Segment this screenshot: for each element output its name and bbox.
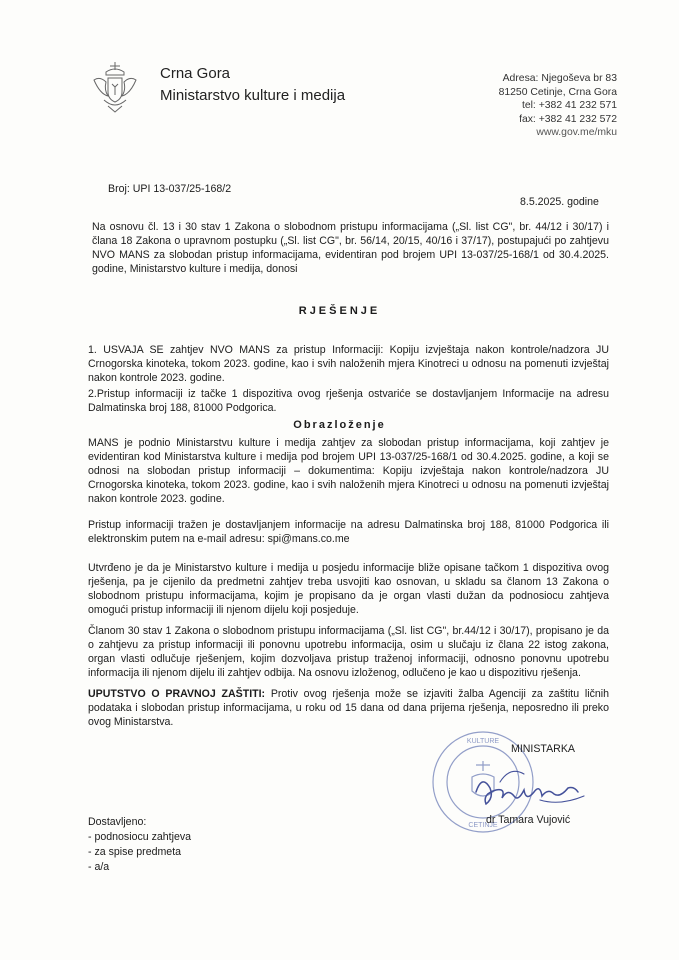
signatory-name: dr Tamara Vujović xyxy=(486,814,571,826)
svg-text:CETINJE: CETINJE xyxy=(468,822,498,829)
distribution-item: - a/a xyxy=(88,861,110,874)
distribution-list xyxy=(88,815,191,875)
distribution-title: Dostavljeno: xyxy=(88,816,147,828)
address-street: Adresa: Njegoševa br 83 xyxy=(502,73,617,84)
distribution-item: - za spise predmeta xyxy=(88,846,182,859)
legal-remedy-text: Protiv ovog rješenja može se izjaviti žalba Agenciji za zaštitu ličnih podataka i slobodan pristup informacijama, u roku od 15 dana od dana prijema rješenja, neposredno ili preko ovog Ministarstva. xyxy=(88,688,609,729)
organization-name xyxy=(160,63,345,107)
case-number: Broj: UPI 13-037/25-168/2 xyxy=(108,183,232,195)
address-city: 81250 Cetinje, Crna Gora xyxy=(498,86,617,98)
legal-remedy-instruction xyxy=(88,687,609,729)
country-name: Crna Gora xyxy=(160,65,231,82)
legal-remedy-label: UPUTSTVO O PRAVNOJ ZAŠTITI: xyxy=(88,688,266,700)
handwritten-signature-icon xyxy=(470,762,605,817)
decision-item-2: 2.Pristup informaciji iz tačke 1 dispozitiva ovog rješenja ostvariće se dostavljanjem Informacije na adresu Dalmatinska broj 188, 81000 Podgorica. xyxy=(88,388,609,415)
decision-heading: RJEŠENJE xyxy=(298,305,381,317)
address-web: www.gov.me/mku xyxy=(536,127,617,139)
ministry-name: Ministarstvo kulture i medija xyxy=(160,86,346,104)
reasoning-paragraph-3: Utvrđeno je da je Ministarstvo kulture i medija u posjedu informacije bliže opisane tačkom 1 dispozitiva ovog rješenja, pa je cijenilo da predmetni zahtjev treba usvojiti kao osnovan, u skladu sa članom 13 Zakona o slobodnom pristupu informacijama, kojim je propisano da je organ vlasti dužan da podnosiocu zahtjeva omogući pristup informaciji ili njenom dijelu koji posjeduje. xyxy=(88,562,609,617)
reasoning-paragraph-4: Članom 30 stav 1 Zakona o slobodnom pristupu informacijama („Sl. list CG", br.44/12 i 30/17), propisano je da o zahtjevu za pristup informaciji ili ponovnu upotrebu informacija, osim u slučaju iz člana 22 istog zakona, organ vlasti odlučuje rješenjem, kojim dozvoljava pristup traženoj informaciji, odnosno ponovnu upotrebu informacija ili njenom dijelu ili zahtjev odbija. Na osnovu izloženog, odlučeno je kao u dispozitivu rješenja. xyxy=(88,625,609,680)
address-tel: tel: +382 41 232 571 xyxy=(521,100,617,112)
svg-text:KULTURE: KULTURE xyxy=(466,738,500,745)
address-fax: fax: +382 41 232 572 xyxy=(519,113,617,125)
contact-address xyxy=(499,72,617,140)
decision-item-1: 1. USVAJA SE zahtjev NVO MANS za pristup Informaciji: Kopiju izvještaja nakon kontrole/nadzora JU Crnogorska kinoteka, tokom 2023. godine, kao i svih naloženih mjera Kinotreci u odnosu na pomenuti izvještaj nakon kontrole 2023. godine. xyxy=(88,344,609,385)
document-date: 8.5.2025. godine xyxy=(520,196,599,208)
reasoning-heading: Obrazloženje xyxy=(293,419,386,431)
signatory-title: MINISTARKA xyxy=(511,743,575,755)
coat-of-arms-icon xyxy=(90,60,140,116)
reasoning-paragraph-2: Pristup informaciji tražen je dostavljanjem informacije na adresu Dalmatinska broj 188, 81000 Podgorica ili elektronskim putem na e-mail adresu: spi@mans.co.me xyxy=(88,519,609,546)
intro-paragraph: Na osnovu čl. 13 i 30 stav 1 Zakona o slobodnom pristupu informacijama („Sl. list CG", br. 44/12 i 30/17) i člana 18 Zakona o upravnom postupku („Sl. list CG", br. 56/14, 20/15, 40/16 i 37/17), postupajući po zahtjevu NVO MANS za slobodan pristup informacijama, evidentiran pod brojem UPI 13-037/25-168/1 od 30.4.2025. godine, Ministarstvo kulture i medija, donosi xyxy=(92,221,609,276)
reasoning-paragraph-1: MANS je podnio Ministarstvu kulture i medija zahtjev za slobodan pristup informacijama, koji zahtjev je evidentiran kod Ministarstva kulture i medija pod brojem UPI 13-037/25-168/1 od 30.4.2025. godine, a koji se odnosi na slobodan pristup informaciji – dokumentima: Kopiju izvještaja nakon kontrole/nadzora JU Crnogorska kinoteka, tokom 2023. godine, kao i svih naloženih mjera Kinotreci u odnosu na pomenuti izvještaj nakon kontrole 2023. godine. xyxy=(88,437,609,506)
distribution-item: - podnosiocu zahtjeva xyxy=(88,831,192,844)
